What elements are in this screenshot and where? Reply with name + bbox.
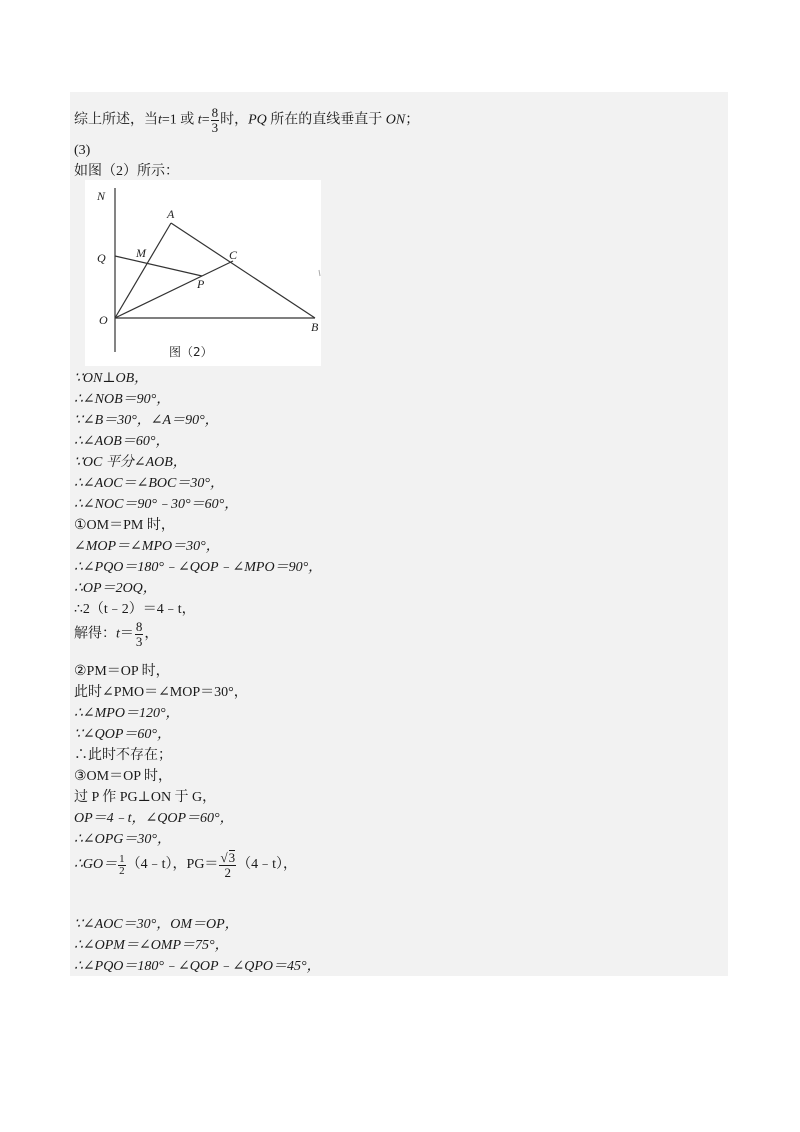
text: 解得： — [74, 626, 116, 642]
step-line: ∴∠AOB＝60°， — [74, 434, 170, 449]
text: （4﹣t）， — [237, 857, 297, 873]
step-line: ∴∠MPO＝120°， — [74, 706, 180, 721]
figure-caption: 图（2） — [169, 345, 213, 359]
denominator: 2 — [224, 865, 231, 880]
text: t — [197, 112, 202, 128]
step-line: ∴∠PQO＝180°﹣∠QOP﹣∠QPO＝45°， — [74, 959, 321, 974]
figure-reference: 如图（2）所示： — [74, 164, 179, 179]
text: =1 或 — [161, 112, 198, 128]
case-heading: ①OM＝PM 时， — [74, 518, 175, 533]
geometry-figure — [85, 180, 321, 366]
step-line: ∵∠B＝30°，∠A＝90°， — [74, 413, 219, 428]
line-OA — [115, 223, 171, 318]
text: 综上所述，当 — [74, 112, 158, 128]
step-line: ∵ON⊥OB， — [74, 371, 149, 386]
fraction — [135, 620, 144, 649]
geometry-diagram — [85, 180, 321, 366]
part-label: (3) — [74, 143, 91, 158]
text: = — [201, 112, 210, 128]
text: ， — [144, 626, 159, 642]
text: ； — [405, 112, 420, 128]
sqrt-sign: √ — [220, 850, 228, 865]
step-line: OP＝4﹣t，∠QOP＝60°， — [74, 811, 234, 826]
step-line: ∴∠AOC＝∠BOC＝30°， — [74, 476, 224, 491]
text: t — [158, 112, 162, 128]
step-line: ∵∠QOP＝60°， — [74, 727, 172, 742]
label-P: P — [197, 277, 205, 291]
numerator: 1 — [119, 852, 125, 865]
label-O: O — [99, 313, 108, 327]
formula-line — [74, 850, 297, 880]
text: ＝ — [119, 626, 134, 642]
label-M: M — [136, 246, 146, 260]
denominator: 2 — [119, 864, 125, 877]
denominator: 3 — [211, 120, 219, 135]
step-line: ∴∠OPM＝∠OMP＝75°， — [74, 938, 229, 953]
case-heading: ③OM＝OP 时， — [74, 769, 172, 784]
text: 所在的直线垂直于 — [266, 112, 386, 128]
conclusion-line — [74, 106, 419, 135]
step-line: ∴∠PQO＝180°﹣∠QOP﹣∠MPO＝90°， — [74, 560, 323, 575]
line-AB — [171, 223, 315, 318]
label-A: A — [167, 207, 175, 221]
radicand: 3 — [228, 850, 236, 865]
line-QP — [115, 256, 202, 276]
case-heading: ②PM＝OP 时， — [74, 664, 170, 679]
step-line: ∠MOP＝∠MPO＝30°， — [74, 539, 220, 554]
fraction — [118, 854, 126, 877]
text: ON — [385, 112, 406, 128]
label-C: C — [229, 248, 238, 262]
step-line: ∵OC 平分∠AOB， — [74, 455, 187, 470]
step-line: ∴∠OPG＝30°， — [74, 832, 172, 847]
step-line: ∴∠NOC＝90°﹣30°＝60°， — [74, 497, 239, 512]
fraction — [219, 850, 236, 880]
step-line: ∴∠NOB＝90°， — [74, 392, 171, 407]
solve-line — [74, 620, 158, 649]
label-Q: Q — [97, 251, 106, 265]
text: t — [116, 626, 120, 642]
step-line: ∵∠AOC＝30°，OM＝OP， — [74, 917, 239, 932]
label-B: B — [311, 320, 319, 334]
numerator: 8 — [135, 619, 143, 634]
step-line: 此时∠PMO＝∠MOP＝30°， — [74, 685, 248, 700]
numerator: 8 — [211, 105, 219, 120]
text: PQ — [248, 112, 267, 128]
text: （4﹣t），PG＝ — [126, 857, 219, 873]
step-line: ∴2（t﹣2）＝4﹣t， — [74, 602, 196, 617]
step-line: 过 P 作 PG⊥ON 于 G， — [74, 790, 217, 805]
edge-mark — [319, 270, 320, 276]
text: ∴GO＝ — [74, 857, 118, 873]
label-N: N — [97, 189, 106, 203]
fraction — [211, 106, 220, 135]
numerator — [219, 850, 236, 866]
step-line: ∴OP＝2OQ， — [74, 581, 157, 596]
step-line: ∴此时不存在； — [74, 748, 172, 763]
text: 时， — [220, 112, 249, 128]
denominator: 3 — [135, 634, 143, 649]
